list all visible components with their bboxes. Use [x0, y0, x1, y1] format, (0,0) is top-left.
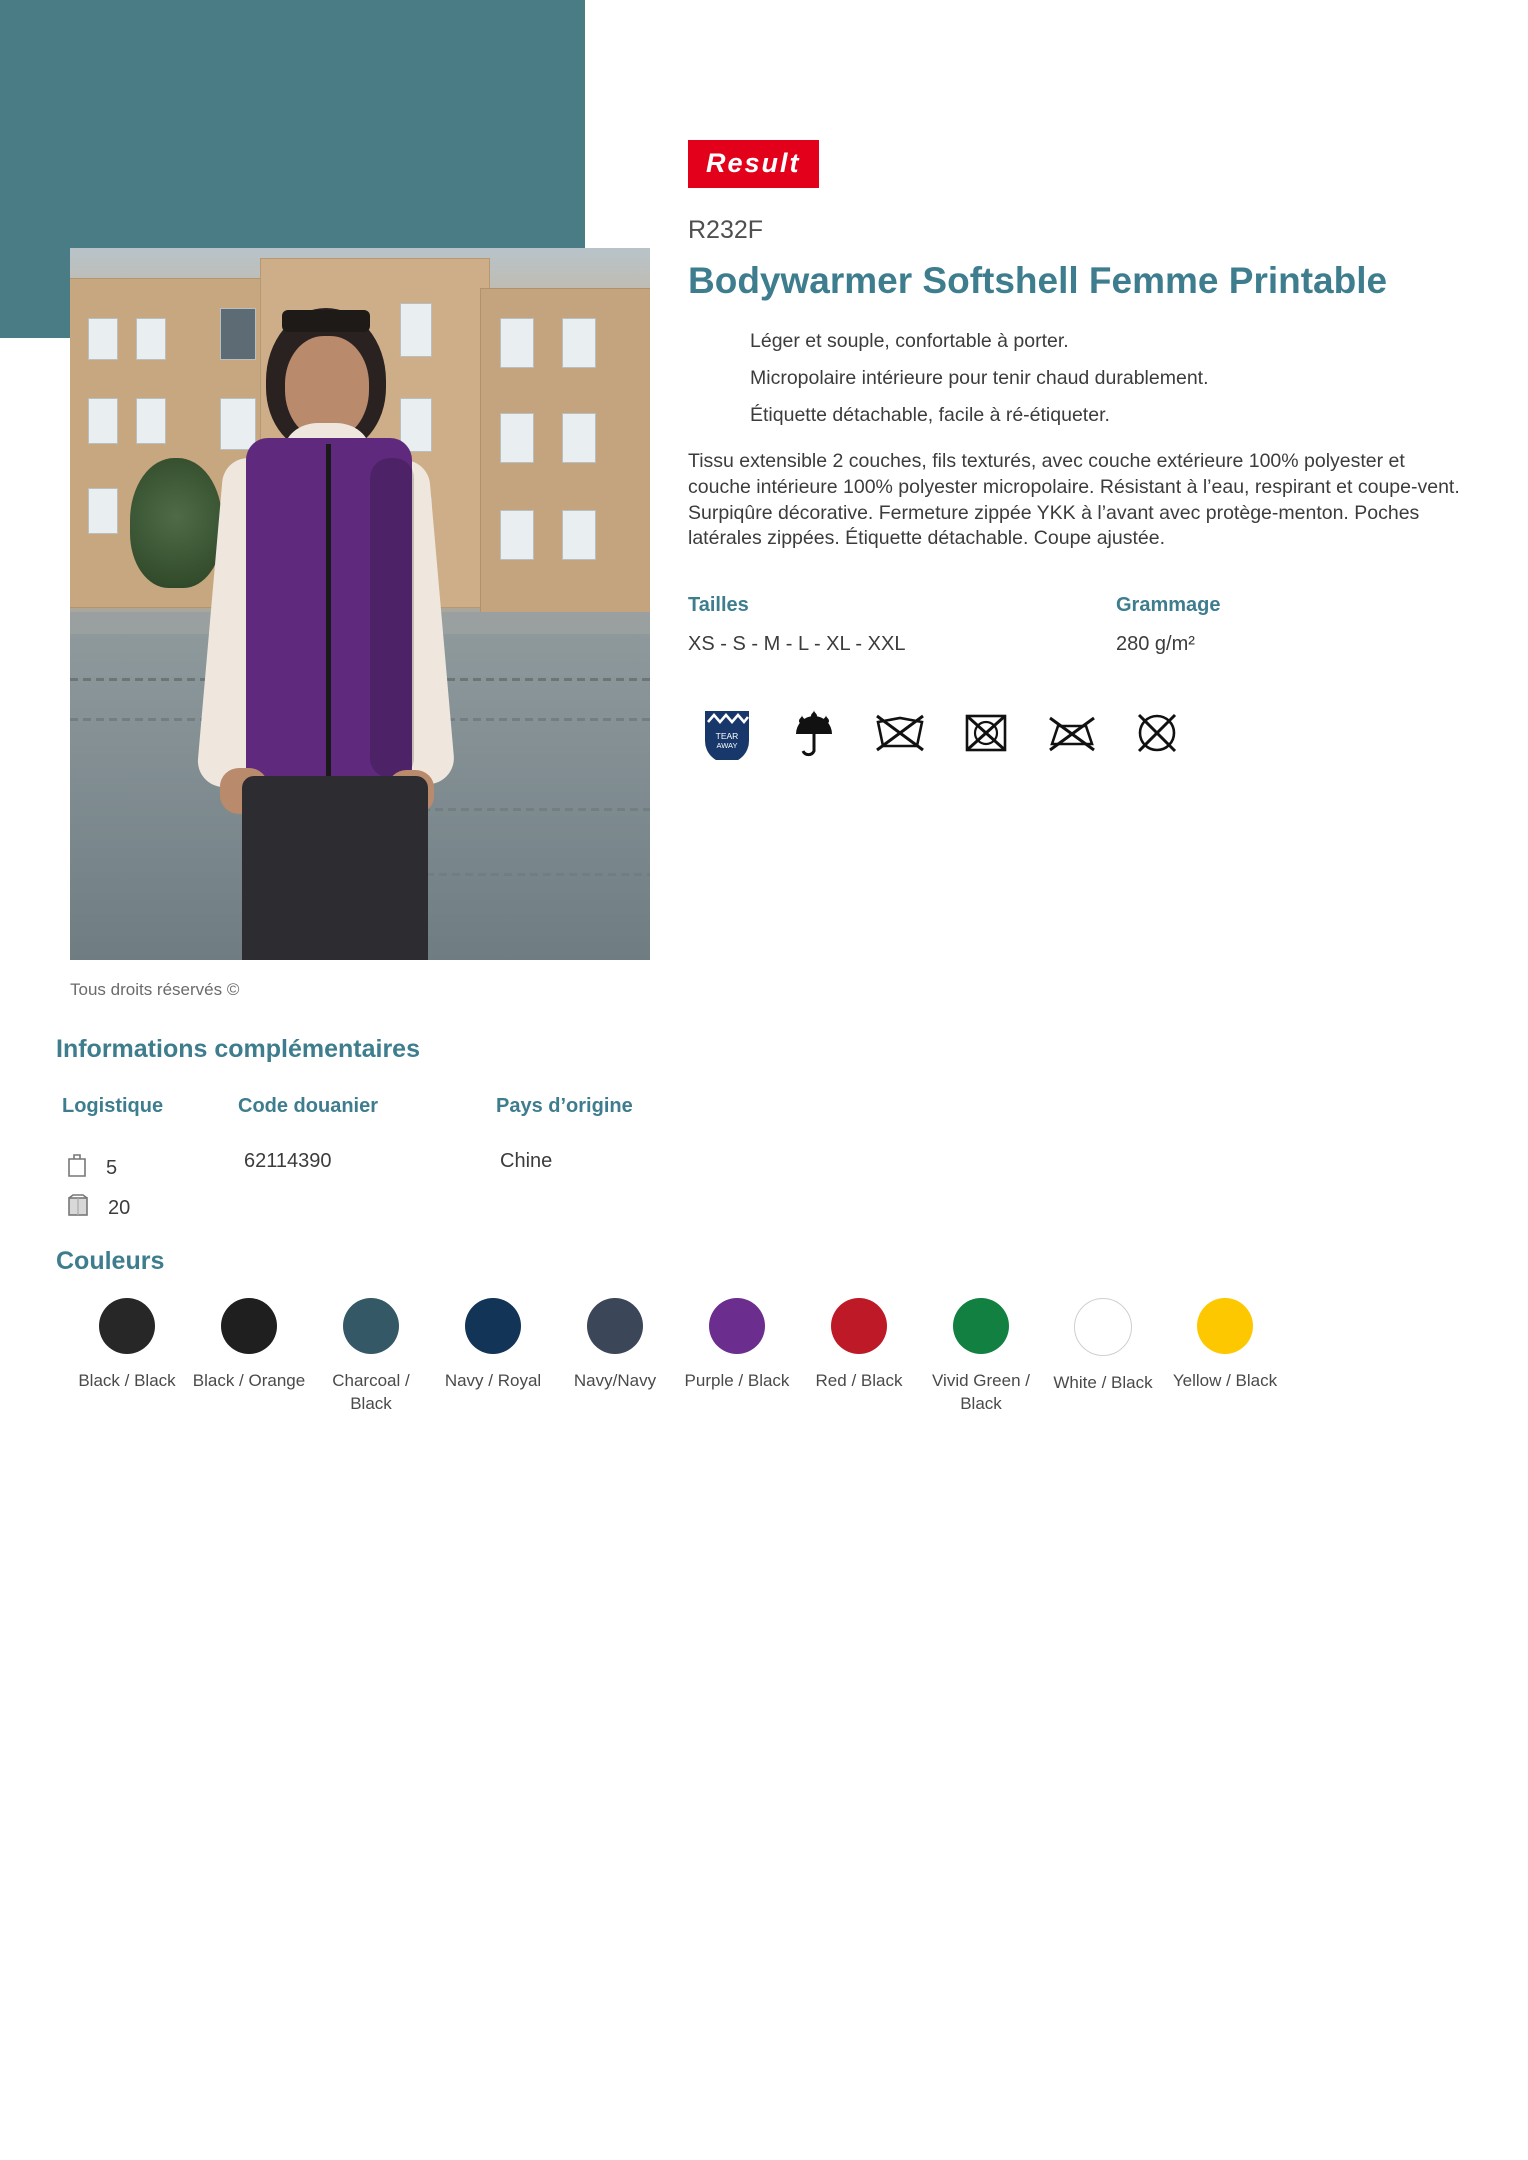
svg-text:AWAY: AWAY	[716, 741, 738, 751]
colour-swatch[interactable]	[587, 1298, 643, 1354]
window	[562, 510, 596, 560]
colour-swatch[interactable]	[343, 1298, 399, 1354]
window	[500, 510, 534, 560]
origin-header: Pays d’origine	[496, 1095, 633, 1117]
colour-option[interactable]	[920, 1298, 1042, 1416]
window	[88, 398, 118, 444]
colour-label: Navy/Navy	[573, 1371, 657, 1390]
colour-swatch[interactable]	[1197, 1298, 1253, 1354]
weight-block	[1116, 594, 1221, 656]
do-not-dry-clean-icon	[1134, 710, 1180, 761]
colour-option[interactable]	[1042, 1298, 1164, 1416]
do-not-tumble-dry-icon	[962, 711, 1010, 760]
tree	[130, 458, 222, 588]
colour-label: Charcoal / Black	[332, 1371, 410, 1413]
bullet-item: Léger et souple, confortable à porter.	[750, 330, 1069, 353]
trousers	[242, 776, 428, 960]
do-not-wash-icon	[874, 712, 926, 759]
colour-swatch[interactable]	[1074, 1298, 1132, 1356]
product-photo	[70, 248, 650, 960]
customs-code-header: Code douanier	[238, 1095, 379, 1117]
colour-option[interactable]	[66, 1298, 188, 1416]
window	[88, 488, 118, 534]
product-info-column	[688, 140, 1468, 765]
colour-option[interactable]	[676, 1298, 798, 1416]
origin-value: Chine	[500, 1150, 553, 1172]
window	[500, 413, 534, 463]
tear-away-label-icon	[700, 706, 754, 765]
svg-text:TEAR: TEAR	[715, 731, 739, 742]
carton-quantity: 20	[108, 1196, 131, 1219]
carton-box-icon	[66, 1192, 90, 1224]
result-brand-logo: Result	[688, 140, 819, 188]
inner-bag-icon	[66, 1152, 88, 1184]
do-not-iron-icon	[1046, 712, 1098, 759]
window	[400, 303, 432, 357]
sizes-label: Tailles	[688, 594, 749, 617]
sizes-value: XS - S - M - L - XL - XXL	[688, 633, 906, 656]
logistics-row-inner-bag	[66, 1152, 117, 1184]
additional-info-title: Informations complémentaires	[56, 1035, 420, 1063]
bullet-item: Micropolaire intérieure pour tenir chaud durablement.	[750, 367, 1209, 390]
colours-title: Couleurs	[56, 1247, 165, 1275]
sizes-block	[688, 594, 905, 656]
front-zip	[326, 444, 331, 789]
colour-label: Navy / Royal	[444, 1371, 542, 1390]
colour-option[interactable]	[554, 1298, 676, 1416]
product-bullets	[688, 330, 1468, 427]
product-specs	[688, 594, 1468, 664]
weight-label: Grammage	[1116, 594, 1221, 617]
colour-label: Red / Black	[815, 1371, 903, 1390]
window	[136, 318, 166, 360]
colour-swatch[interactable]	[953, 1298, 1009, 1354]
window	[220, 308, 256, 360]
colour-swatch-list	[66, 1298, 1286, 1416]
photo-scene	[70, 248, 650, 960]
colour-option[interactable]	[1164, 1298, 1286, 1416]
colour-swatch[interactable]	[99, 1298, 155, 1354]
window	[562, 413, 596, 463]
colour-label: Black / Orange	[192, 1371, 306, 1390]
photo-copyright: Tous droits réservés ©	[70, 980, 240, 999]
colour-label: Black / Black	[78, 1371, 176, 1390]
logistics-row-carton	[66, 1192, 130, 1224]
colour-option[interactable]	[798, 1298, 920, 1416]
care-icons-row	[688, 706, 1468, 765]
bullet-item: Étiquette détachable, facile à ré-étiqueter.	[750, 404, 1110, 427]
colour-label: Purple / Black	[684, 1371, 790, 1390]
weight-value: 280 g/m²	[1116, 633, 1195, 656]
product-reference: R232F	[688, 216, 764, 244]
colour-option[interactable]	[188, 1298, 310, 1416]
colour-label: Yellow / Black	[1172, 1371, 1278, 1390]
window	[562, 318, 596, 368]
product-title: Bodywarmer Softshell Femme Printable	[688, 260, 1388, 301]
colour-option[interactable]	[432, 1298, 554, 1416]
colour-option[interactable]	[310, 1298, 432, 1416]
inner-bag-quantity: 5	[106, 1156, 118, 1179]
vest-shading	[370, 458, 414, 778]
chain-railing	[400, 873, 650, 876]
colour-swatch[interactable]	[465, 1298, 521, 1354]
colour-label: Vivid Green / Black	[932, 1371, 1030, 1413]
colour-swatch[interactable]	[709, 1298, 765, 1354]
sunglasses	[282, 310, 370, 332]
logistics-header: Logistique	[62, 1095, 164, 1117]
window	[500, 318, 534, 368]
product-description: Tissu extensible 2 couches, fils texturés, avec couche extérieure 100% polyester et couche intérieure 100% polyester micropolaire. Résistant à l’eau, respirant et coupe-vent. Surpiqûre décorative. Fermeture zippée YKK à l’avant avec protège-menton. Poches latérales zippées. Étiquette détachable. Coupe ajustée.	[688, 450, 1460, 550]
window	[220, 398, 256, 450]
colour-swatch[interactable]	[831, 1298, 887, 1354]
customs-code-value: 62114390	[244, 1150, 332, 1172]
water-repellent-icon	[790, 706, 838, 765]
window	[136, 398, 166, 444]
colour-label: White / Black	[1053, 1373, 1153, 1392]
window	[88, 318, 118, 360]
colour-swatch[interactable]	[221, 1298, 277, 1354]
